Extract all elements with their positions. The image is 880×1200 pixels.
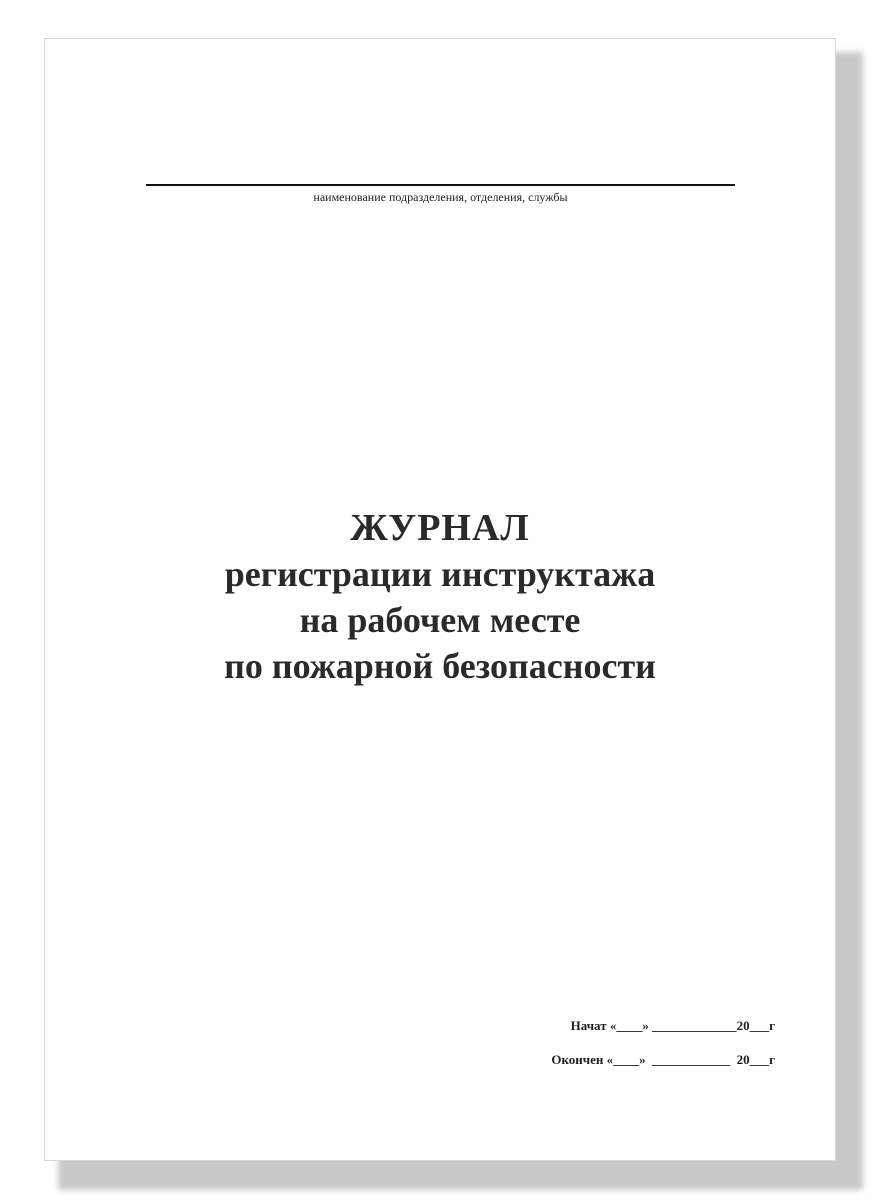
journal-cover-page bbox=[44, 38, 836, 1161]
journal-dates bbox=[475, 1017, 775, 1069]
title-line-2: на рабочем месте bbox=[299, 600, 581, 640]
finished-date: Окончен «____» ____________ 20___г bbox=[551, 1052, 775, 1067]
started-date: Начат «____» _____________20___г bbox=[570, 1018, 775, 1033]
title-line-1: регистрации инструктажа bbox=[224, 554, 656, 594]
department-fill-line bbox=[146, 184, 735, 186]
title-main: ЖУРНАЛ bbox=[350, 507, 530, 549]
journal-title bbox=[45, 505, 835, 689]
department-caption: наименование подразделения, отделения, службы bbox=[313, 190, 568, 204]
title-line-3: по пожарной безопасности bbox=[224, 646, 656, 686]
